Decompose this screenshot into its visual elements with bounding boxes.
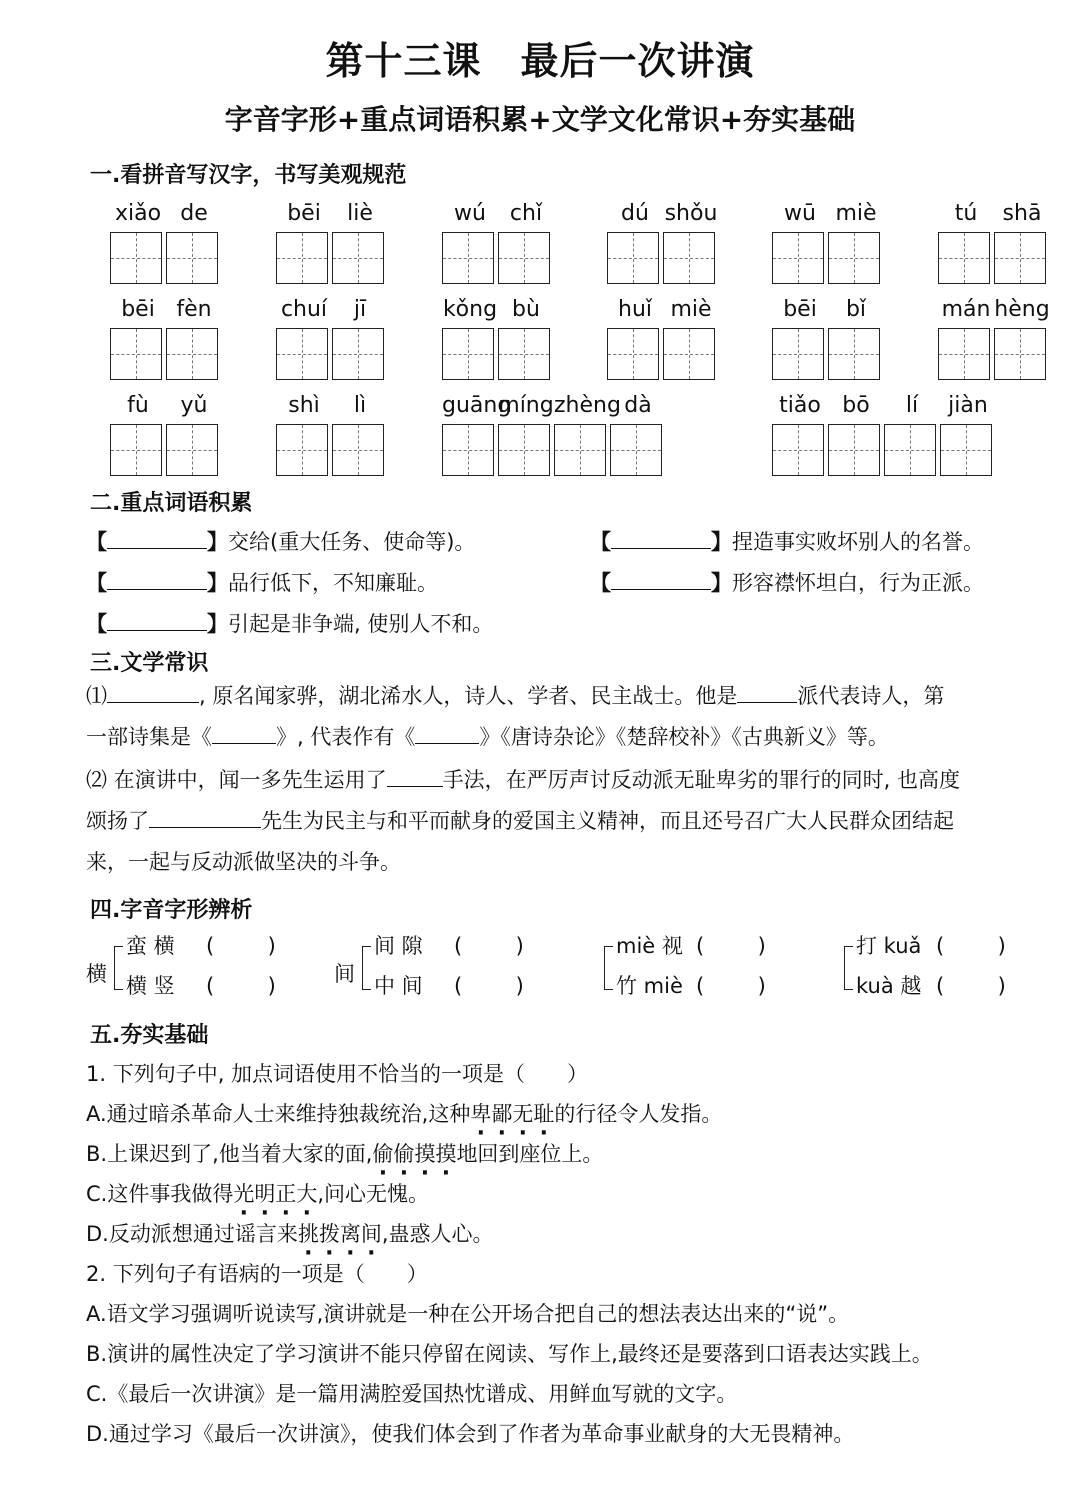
pinyin-syllable: shì [288, 393, 320, 418]
pinyin-syllable: kǒng [442, 297, 498, 322]
pinyin-syllable: miè [835, 201, 877, 226]
answer-blank[interactable] [611, 527, 711, 549]
distinction-row [126, 930, 276, 960]
writing-cell[interactable] [938, 232, 990, 284]
vocab-item: 【 】引起是非争端, 使别人不和。 [86, 608, 493, 638]
pinyin-syllable: bǐ [845, 297, 867, 322]
distinction-row [374, 970, 524, 1000]
pinyin-row [772, 192, 884, 226]
question-2: 2. 下列句子有语病的一项是（ ） [86, 1262, 428, 1286]
writing-boxes [938, 232, 1050, 284]
brace-icon [362, 946, 371, 990]
pinyin-group [772, 384, 996, 476]
writing-cell[interactable] [607, 328, 659, 380]
answer-paren[interactable]: ( ) [696, 934, 766, 958]
pinyin-group [276, 192, 388, 284]
writing-cell[interactable] [772, 424, 824, 476]
writing-cell[interactable] [498, 328, 550, 380]
pinyin-row [276, 384, 388, 418]
pinyin-row [442, 384, 666, 418]
q2-option-b[interactable]: B.演讲的属性决定了学习演讲不能只停留在阅读、写作上,最终还是要落到口语表达实践上。 [86, 1342, 933, 1366]
q2-option-c[interactable]: C.《最后一次讲演》是一篇用满腔爱国热忱谱成、用鲜血写就的文字。 [86, 1382, 738, 1406]
writing-boxes [607, 232, 719, 284]
pinyin-row [607, 288, 719, 322]
pinyin-syllable: huǐ [618, 297, 652, 322]
pinyin-syllable: chǐ [509, 201, 543, 226]
literature-paragraph-2: ⑵ 在演讲中，闻一多先生运用了 手法，在严厉声讨反动派无耻卑劣的罪行的同时, 也高度 颂扬了 先生为民主与和平而献身的爱国主义精神，而且还号召广大人民群众团结起 来，一起与反动派做坚决的斗争。 [86, 760, 1066, 883]
pinyin-syllable: guāng [442, 393, 512, 418]
writing-cell[interactable] [276, 232, 328, 284]
writing-boxes [110, 232, 222, 284]
q1-option-d[interactable]: D.反动派想通过谣言来挑拨离间,蛊惑人心。 [86, 1222, 494, 1246]
pinyin-syllable: zhèng [554, 393, 621, 418]
answer-paren[interactable]: ( ) [454, 934, 524, 958]
vocab-item: 【 】形容襟怀坦白，行为正派。 [590, 567, 984, 597]
question-1: 1. 下列句子中, 加点词语使用不恰当的一项是（ ） [86, 1062, 589, 1086]
pinyin-syllable: wú [454, 201, 486, 226]
writing-cell[interactable] [554, 424, 606, 476]
q1-option-b[interactable]: B.上课迟到了,他当着大家的面,偷偷摸摸地回到座位上。 [86, 1142, 604, 1166]
pinyin-syllable: liè [347, 201, 373, 226]
distinction-term: 间 隙 [374, 934, 423, 958]
pinyin-syllable: lí [905, 393, 919, 418]
pinyin-group [442, 192, 554, 284]
pinyin-group [276, 288, 388, 380]
writing-boxes [772, 232, 884, 284]
writing-cell[interactable] [498, 232, 550, 284]
writing-boxes [276, 328, 388, 380]
pinyin-syllable: fèn [176, 297, 212, 322]
writing-cell[interactable] [610, 424, 662, 476]
writing-cell[interactable] [498, 424, 550, 476]
distinction-term: 打 kuǎ [856, 934, 922, 958]
pinyin-group [607, 288, 719, 380]
pinyin-group [607, 192, 719, 284]
pinyin-row [607, 192, 719, 226]
section-1-heading: 一.看拼音写汉字，书写美观规范 [90, 163, 407, 188]
pinyin-row [276, 288, 388, 322]
writing-cell[interactable] [276, 328, 328, 380]
pinyin-syllable: chuí [280, 297, 328, 322]
writing-cell[interactable] [110, 328, 162, 380]
section-2-heading: 二.重点词语积累 [90, 491, 253, 516]
writing-cell[interactable] [663, 328, 715, 380]
pinyin-group [442, 384, 666, 476]
writing-boxes [442, 232, 554, 284]
pinyin-syllable: bēi [783, 297, 817, 322]
pinyin-syllable: bēi [287, 201, 321, 226]
writing-cell[interactable] [276, 424, 328, 476]
distinction-term: 横 竖 [126, 974, 175, 998]
writing-cell[interactable] [442, 328, 494, 380]
pinyin-row [938, 192, 1050, 226]
pinyin-row [442, 192, 554, 226]
section-3-heading: 三.文学常识 [90, 651, 209, 676]
writing-cell[interactable] [994, 328, 1046, 380]
writing-boxes [110, 424, 222, 476]
distinction-term: kuà 越 [856, 974, 922, 998]
pinyin-row [110, 384, 222, 418]
pinyin-group [772, 288, 884, 380]
writing-cell[interactable] [110, 424, 162, 476]
q1-option-c[interactable]: C.这件事我做得光明正大,问心无愧。 [86, 1182, 430, 1206]
pinyin-group [938, 192, 1050, 284]
distinction-row [616, 970, 766, 1000]
writing-cell[interactable] [938, 328, 990, 380]
answer-blank[interactable] [107, 609, 207, 631]
writing-cell[interactable] [940, 424, 992, 476]
pinyin-syllable: jī [353, 297, 367, 322]
group-key-char: 间 [334, 962, 355, 986]
brace-icon [114, 946, 123, 990]
pinyin-group [110, 192, 222, 284]
writing-cell[interactable] [442, 424, 494, 476]
pinyin-syllable: tú [954, 201, 978, 226]
section-5-heading: 五.夯实基础 [90, 1023, 209, 1048]
page-title: 第十三课 最后一次讲演 [325, 39, 755, 83]
writing-cell[interactable] [332, 424, 384, 476]
pinyin-syllable: bēi [121, 297, 155, 322]
pinyin-syllable: bù [512, 297, 540, 322]
writing-cell[interactable] [828, 424, 880, 476]
answer-paren[interactable]: ( ) [696, 974, 766, 998]
pinyin-group [110, 288, 222, 380]
brace-icon [844, 946, 853, 990]
writing-cell[interactable] [828, 232, 880, 284]
writing-cell[interactable] [332, 232, 384, 284]
pinyin-syllable: wū [784, 201, 816, 226]
pinyin-syllable: hèng [994, 297, 1050, 322]
pinyin-syllable: lì [353, 393, 367, 418]
pinyin-group [938, 288, 1050, 380]
answer-paren[interactable]: ( ) [206, 974, 276, 998]
writing-boxes [442, 328, 554, 380]
pinyin-group [442, 288, 554, 380]
answer-paren[interactable]: ( ) [936, 934, 1006, 958]
pinyin-syllable: mán [941, 297, 991, 322]
writing-boxes [442, 424, 666, 476]
answer-blank[interactable] [107, 681, 199, 703]
pinyin-group [110, 384, 222, 476]
pinyin-row [442, 288, 554, 322]
section-4-heading: 四.字音字形辨析 [90, 898, 253, 923]
writing-boxes [607, 328, 719, 380]
vocab-item: 【 】捏造事实败坏别人的名誉。 [590, 526, 984, 556]
literature-paragraph-1: ⑴ , 原名闻家骅，湖北浠水人，诗人、学者、民主战士。他是 派代表诗人，第 一部诗集是《 》, 代表作有《 》《唐诗杂论》《楚辞校补》《古典新义》等。 [86, 676, 1066, 758]
pinyin-syllable: de [180, 201, 208, 226]
writing-cell[interactable] [166, 232, 218, 284]
pinyin-group [276, 384, 388, 476]
answer-paren[interactable]: ( ) [454, 974, 524, 998]
writing-cell[interactable] [442, 232, 494, 284]
pinyin-row [276, 192, 388, 226]
distinction-row [856, 930, 1006, 960]
page-subtitle: 字音字形+重点词语积累+文学文化常识+夯实基础 [224, 103, 856, 136]
pinyin-syllable: bō [842, 393, 870, 418]
group-key-char: 横 [86, 962, 107, 986]
pinyin-syllable: jiàn [948, 393, 988, 418]
distinction-term: 蛮 横 [126, 934, 175, 958]
q2-option-a[interactable]: A.语文学习强调听说读写,演讲就是一种在公开场合把自己的想法表达出来的“说”。 [86, 1302, 850, 1326]
writing-boxes [276, 424, 388, 476]
distinction-row [616, 930, 766, 960]
distinction-term: 竹 miè [616, 974, 683, 998]
writing-cell[interactable] [828, 328, 880, 380]
writing-boxes [276, 232, 388, 284]
brace-icon [604, 946, 613, 990]
q2-option-d[interactable]: D.通过学习《最后一次讲演》，使我们体会到了作者为革命事业献身的大无畏精神。 [86, 1422, 855, 1446]
answer-blank[interactable] [611, 568, 711, 590]
writing-cell[interactable] [772, 328, 824, 380]
writing-boxes [772, 424, 996, 476]
distinction-term: miè 视 [616, 934, 683, 958]
pinyin-row [772, 288, 884, 322]
writing-cell[interactable] [772, 232, 824, 284]
pinyin-row [938, 288, 1050, 322]
pinyin-row [772, 384, 996, 418]
answer-paren[interactable]: ( ) [206, 934, 276, 958]
distinction-row [374, 930, 524, 960]
writing-cell[interactable] [166, 328, 218, 380]
pinyin-syllable: míng [498, 393, 554, 418]
answer-blank[interactable] [149, 806, 261, 828]
writing-cell[interactable] [994, 232, 1046, 284]
writing-cell[interactable] [663, 232, 715, 284]
writing-boxes [938, 328, 1050, 380]
pinyin-syllable: xiǎo [114, 201, 162, 226]
pinyin-syllable: miè [670, 297, 712, 322]
writing-cell[interactable] [166, 424, 218, 476]
q1-option-a[interactable]: A.通过暗杀革命人士来维持独裁统治,这种卑鄙无耻的行径令人发指。 [86, 1102, 723, 1126]
distinction-row [126, 970, 276, 1000]
pinyin-syllable: shǒu [664, 201, 718, 226]
answer-blank[interactable] [107, 527, 207, 549]
writing-cell[interactable] [884, 424, 936, 476]
answer-blank[interactable] [212, 722, 276, 744]
writing-cell[interactable] [110, 232, 162, 284]
vocab-item: 【 】品行低下，不知廉耻。 [86, 567, 438, 597]
pinyin-group [772, 192, 884, 284]
pinyin-syllable: dà [624, 393, 652, 418]
pinyin-syllable: dú [621, 201, 649, 226]
pinyin-syllable: tiǎo [779, 393, 821, 418]
vocab-item: 【 】交给(重大任务、使命等)。 [86, 526, 475, 556]
writing-cell[interactable] [607, 232, 659, 284]
answer-blank[interactable] [387, 765, 443, 787]
pinyin-syllable: shā [1002, 201, 1042, 226]
writing-cell[interactable] [332, 328, 384, 380]
distinction-row [856, 970, 1006, 1000]
writing-boxes [110, 328, 222, 380]
answer-blank[interactable] [737, 681, 797, 703]
pinyin-row [110, 192, 222, 226]
distinction-term: 中 间 [374, 974, 423, 998]
pinyin-syllable: yǔ [180, 393, 208, 418]
pinyin-row [110, 288, 222, 322]
writing-boxes [772, 328, 884, 380]
answer-blank[interactable] [415, 722, 479, 744]
answer-blank[interactable] [107, 568, 207, 590]
answer-paren[interactable]: ( ) [936, 974, 1006, 998]
pinyin-syllable: fù [127, 393, 149, 418]
